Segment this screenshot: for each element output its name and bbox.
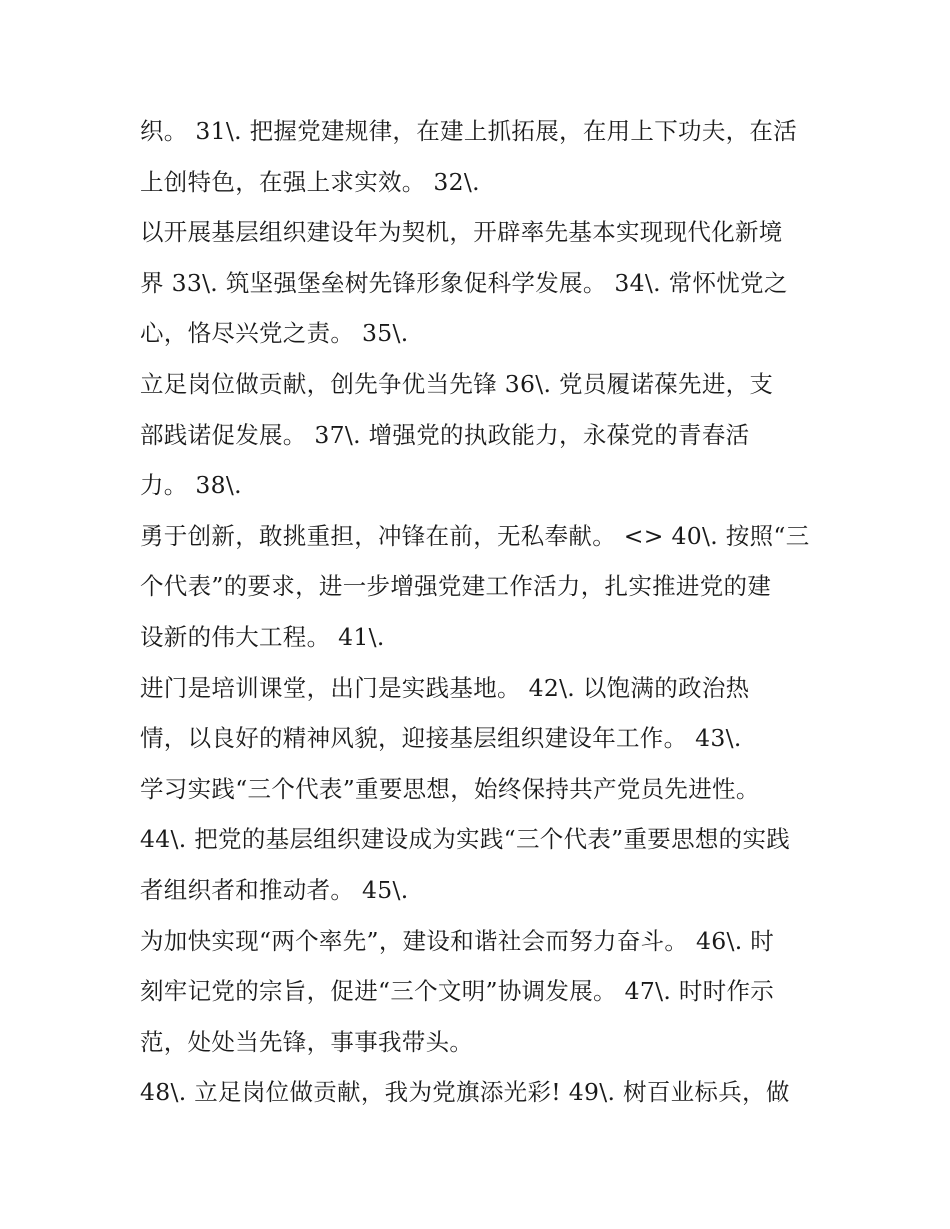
text-line: 上创特色，在强上求实效。 32\. [140,167,480,196]
text-line: 者组织者和推动者。 45\. [140,875,409,904]
text-line: 立足岗位做贡献，创先争优当先锋 36\. 党员履诺葆先进，支 [140,369,774,398]
text-line: 刻牢记党的宗旨，促进“三个文明”协调发展。 47\. 时时作示 [140,977,775,1006]
text-line: 力。 38\. [140,471,242,500]
document-body [140,106,820,1118]
text-line: 设新的伟大工程。 41\. [140,622,385,651]
text-line: 为加快实现“两个率先”，建设和谐社会而努力奋斗。 46\. 时 [140,926,775,955]
text-line: 学习实践“三个代表”重要思想，始终保持共产党员先进性。 [140,774,760,803]
text-line: 心，恪尽兴党之责。 35\. [140,319,409,348]
text-line: 48\. 立足岗位做贡献，我为党旗添光彩! 49\. 树百业标兵，做 [140,1078,790,1107]
text-line: 个代表”的要求，进一步增强党建工作活力，扎实推进党的建 [140,572,772,601]
text-line: 织。 31\. 把握党建规律，在建上抓拓展，在用上下功夫，在活 [140,117,798,145]
text-line: 44\. 把党的基层组织建设成为实践“三个代表”重要思想的实践 [140,825,791,854]
text-line: 以开展基层组织建设年为契机，开辟率先基本实现现代化新境 [140,218,783,247]
text-line: 勇于创新，敢挑重担，冲锋在前，无私奉献。 <> 40\. 按照“三 [140,521,810,550]
text-line: 部践诺促发展。 37\. 增强党的执政能力，永葆党的青春活 [140,420,750,449]
text-line: 情，以良好的精神风貌，迎接基层组织建设年工作。 43\. [140,724,742,753]
text-line: 界 33\. 筑坚强堡垒树先锋形象促科学发展。 34\. 常怀忧党之 [140,268,788,297]
text-line: 范，处处当先锋，事事我带头。 [140,1027,474,1056]
text-line: 进门是培训课堂，出门是实践基地。 42\. 以饱满的政治热 [140,673,750,702]
